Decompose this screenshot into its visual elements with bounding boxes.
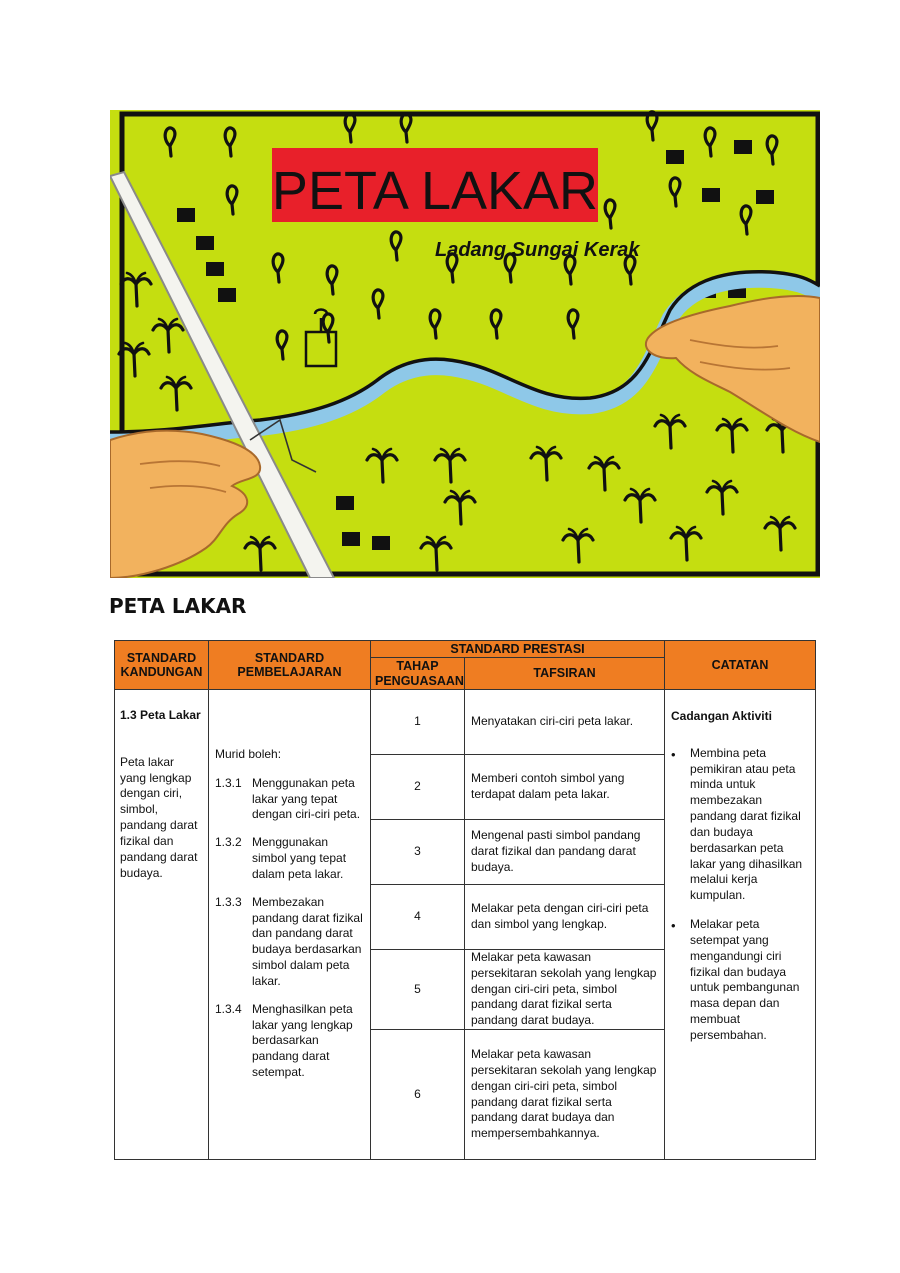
tahap-level-5: 5: [371, 950, 465, 1030]
header-tafsiran: TAFSIRAN: [465, 658, 665, 690]
tafsiran-level-6: Melakar peta kawasan persekitaran sekolah yang lengkap dengan ciri-ciri peta, simbol pandang darat fizikal serta pandang darat budaya dan mempersembahkannya.: [465, 1030, 665, 1160]
tahap-level-1: 1: [371, 690, 465, 755]
pembelajaran-text: Menggunakan simbol yang tepat dalam peta lakar.: [252, 835, 347, 881]
peta-lakar-illustration: [110, 110, 820, 578]
map-label: Ladang Sungai Kerak: [435, 239, 640, 261]
pembelajaran-text: Menghasilkan peta lakar yang lengkap berdasarkan pandang darat setempat.: [252, 1001, 353, 1080]
pembelajaran-item: [215, 895, 366, 990]
kandungan-cell: [115, 690, 209, 1160]
pembelajaran-item: [215, 835, 366, 882]
bullet-icon: •: [671, 746, 676, 762]
catatan-text: Membina peta pemikiran atau peta minda untuk membezakan pandang darat fizikal dan budaya berdasarkan peta lakar yang dihasilkan melalui kerja kumpulan.: [690, 745, 803, 903]
tafsiran-level-1: Menyatakan ciri-ciri peta lakar.: [465, 690, 665, 755]
tafsiran-level-5: Melakar peta kawasan persekitaran sekolah yang lengkap dengan ciri-ciri peta, simbol pandang darat fizikal serta pandang darat budaya.: [465, 950, 665, 1030]
tahap-level-6: 6: [371, 1030, 465, 1160]
tafsiran-level-3: Mengenal pasti simbol pandang darat fizikal dan pandang darat budaya.: [465, 820, 665, 885]
header-standard-kandungan: STANDARD KANDUNGAN: [115, 641, 209, 690]
pembelajaran-intro: Murid boleh:: [215, 747, 282, 761]
header-catatan: CATATAN: [665, 641, 816, 690]
catatan-list: [671, 746, 809, 1044]
bullet-icon: •: [671, 918, 676, 934]
pembelajaran-cell: [209, 690, 371, 1160]
pembelajaran-item: [215, 1002, 366, 1081]
pembelajaran-code: 1.3.3: [215, 894, 242, 909]
banner-title: PETA LAKAR: [271, 161, 599, 221]
catatan-title: Cadangan Aktiviti: [671, 709, 772, 723]
curriculum-table: [114, 640, 816, 1160]
catatan-item: [671, 746, 809, 904]
pembelajaran-text: Membezakan pandang darat fizikal dan pandang darat budaya berdasarkan simbol dalam peta lakar.: [252, 894, 363, 988]
catatan-item: [671, 917, 809, 1044]
pembelajaran-text: Menggunakan peta lakar yang tepat dengan ciri-ciri peta.: [252, 775, 361, 822]
header-tahap-penguasaan: TAHAP PENGUASAAN: [371, 658, 465, 690]
tafsiran-level-4: Melakar peta dengan ciri-ciri peta dan simbol yang lengkap.: [465, 885, 665, 950]
tafsiran-level-2: Memberi contoh simbol yang terdapat dalam peta lakar.: [465, 755, 665, 820]
pembelajaran-item: [215, 776, 366, 823]
section-heading: PETA LAKAR: [109, 594, 247, 618]
tahap-level-3: 3: [371, 820, 465, 885]
pembelajaran-code: 1.3.4: [215, 1001, 242, 1016]
tahap-level-4: 4: [371, 885, 465, 950]
tahap-level-2: 2: [371, 755, 465, 820]
kandungan-title: 1.3 Peta Lakar: [120, 708, 201, 722]
header-standard-pembelajaran: STANDARD PEMBELAJARAN: [209, 641, 371, 690]
header-standard-prestasi: STANDARD PRESTASI: [371, 641, 665, 658]
catatan-cell: [665, 690, 816, 1160]
catatan-text: Melakar peta setempat yang mengandungi ciri fizikal dan budaya untuk pembangunan masa depan dan membuat persembahan.: [690, 917, 800, 1042]
pembelajaran-code: 1.3.2: [215, 835, 242, 850]
kandungan-description: Peta lakar yang lengkap dengan ciri, simbol, pandang darat fizikal dan pandang darat budaya.: [120, 754, 198, 880]
pembelajaran-code: 1.3.1: [215, 775, 242, 790]
